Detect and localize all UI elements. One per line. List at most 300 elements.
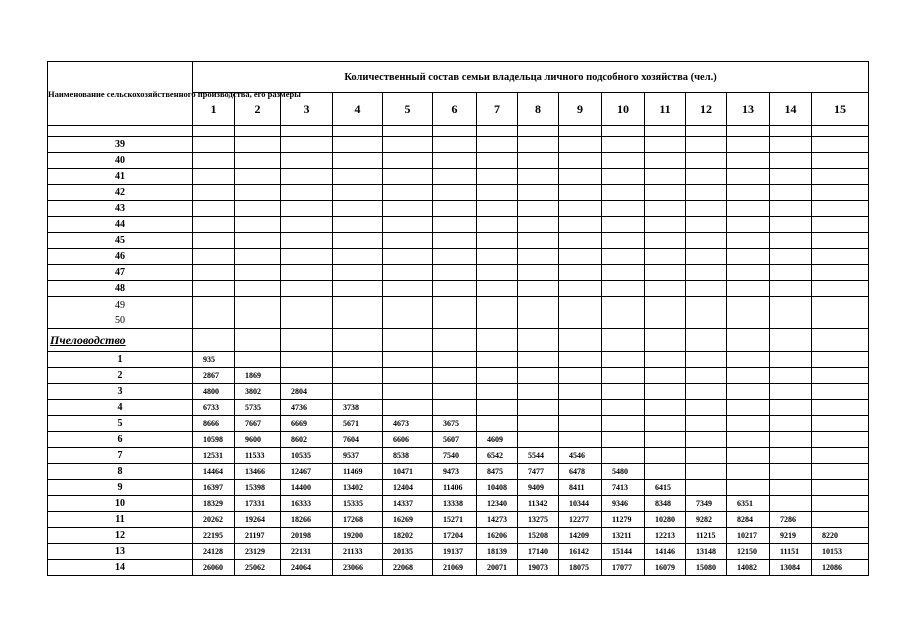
column-number: 4 (333, 93, 383, 126)
value-cell: 8411 (559, 480, 602, 496)
value-cell: 16206 (477, 528, 518, 544)
column-number: 14 (770, 93, 812, 126)
value-cell: 19073 (518, 560, 559, 576)
value-cell: 18202 (383, 528, 433, 544)
value-cell: 11533 (235, 448, 281, 464)
empty-cell (770, 297, 812, 329)
column-number: 2 (235, 93, 281, 126)
empty-cell (559, 217, 602, 233)
value-cell: 20198 (281, 528, 333, 544)
empty-cell (645, 233, 686, 249)
empty-cell (518, 185, 559, 201)
empty-cell (281, 137, 333, 153)
empty-cell (686, 352, 727, 368)
value-cell: 3738 (333, 400, 383, 416)
row-label: 39 (48, 137, 193, 153)
empty-cell (602, 368, 645, 384)
empty-cell (812, 185, 869, 201)
empty-cell (433, 329, 477, 352)
value-cell: 15398 (235, 480, 281, 496)
empty-cell (559, 329, 602, 352)
value-cell: 19137 (433, 544, 477, 560)
empty-cell (770, 169, 812, 185)
value-cell: 2867 (193, 368, 235, 384)
empty-cell (383, 281, 433, 297)
empty-cell (281, 233, 333, 249)
empty-cell (727, 185, 770, 201)
column-number: 8 (518, 93, 559, 126)
empty-cell (383, 201, 433, 217)
value-cell: 16333 (281, 496, 333, 512)
empty-cell (193, 201, 235, 217)
empty-cell (602, 400, 645, 416)
empty-cell (559, 384, 602, 400)
empty-cell (559, 137, 602, 153)
empty-cell (686, 217, 727, 233)
empty-cell (333, 137, 383, 153)
empty-cell (333, 249, 383, 265)
empty-cell (333, 153, 383, 169)
empty-cell (686, 169, 727, 185)
value-cell: 15335 (333, 496, 383, 512)
empty-cell (193, 297, 235, 329)
empty-cell (812, 432, 869, 448)
empty-cell (477, 185, 518, 201)
empty-cell (235, 169, 281, 185)
empty-cell (812, 400, 869, 416)
table-row (48, 544, 869, 560)
empty-cell (559, 432, 602, 448)
empty-cell (645, 464, 686, 480)
value-cell: 11469 (333, 464, 383, 480)
empty-cell (812, 329, 869, 352)
value-cell: 4736 (281, 400, 333, 416)
row-label: 41 (48, 169, 193, 185)
value-cell: 14209 (559, 528, 602, 544)
value-cell: 10153 (812, 544, 869, 560)
table-row (48, 416, 869, 432)
empty-cell (235, 352, 281, 368)
empty-cell (193, 137, 235, 153)
empty-cell (770, 416, 812, 432)
empty-cell (770, 432, 812, 448)
empty-cell (518, 249, 559, 265)
empty-cell (727, 297, 770, 329)
empty-cell (518, 352, 559, 368)
empty-cell (333, 329, 383, 352)
section-title: Пчеловодство (48, 329, 193, 352)
empty-cell (333, 126, 383, 137)
value-cell: 14273 (477, 512, 518, 528)
value-cell: 11342 (518, 496, 559, 512)
value-cell: 21133 (333, 544, 383, 560)
value-cell: 21069 (433, 560, 477, 576)
empty-cell (727, 400, 770, 416)
table-row (48, 265, 869, 281)
empty-cell (559, 368, 602, 384)
empty-cell (518, 281, 559, 297)
empty-cell (559, 185, 602, 201)
column-number: 7 (477, 93, 518, 126)
empty-cell (602, 153, 645, 169)
empty-cell (235, 265, 281, 281)
empty-cell (433, 249, 477, 265)
empty-cell (727, 201, 770, 217)
empty-cell (602, 126, 645, 137)
empty-cell (383, 233, 433, 249)
value-cell: 24064 (281, 560, 333, 576)
empty-cell (433, 185, 477, 201)
empty-cell (281, 185, 333, 201)
empty-cell (383, 169, 433, 185)
empty-cell (433, 265, 477, 281)
value-cell: 13211 (602, 528, 645, 544)
table-row (48, 448, 869, 464)
empty-cell (770, 201, 812, 217)
empty-cell (812, 137, 869, 153)
empty-cell (433, 153, 477, 169)
value-cell: 6351 (727, 496, 770, 512)
empty-cell (333, 384, 383, 400)
row-label: 46 (48, 249, 193, 265)
empty-cell (477, 329, 518, 352)
row-label (48, 297, 193, 329)
empty-cell (281, 249, 333, 265)
row-label: 40 (48, 153, 193, 169)
empty-cell (812, 496, 869, 512)
column-number: 10 (602, 93, 645, 126)
value-cell: 12150 (727, 544, 770, 560)
empty-cell (193, 217, 235, 233)
empty-cell (645, 249, 686, 265)
empty-cell (770, 329, 812, 352)
empty-cell (193, 233, 235, 249)
empty-cell (686, 126, 727, 137)
table-row (48, 432, 869, 448)
empty-cell (383, 368, 433, 384)
value-cell: 8475 (477, 464, 518, 480)
empty-cell (602, 432, 645, 448)
row-label: 48 (48, 281, 193, 297)
empty-cell (645, 400, 686, 416)
empty-cell (235, 137, 281, 153)
empty-cell (770, 249, 812, 265)
column-number: 12 (686, 93, 727, 126)
empty-cell (812, 201, 869, 217)
empty-cell (645, 169, 686, 185)
table-row (48, 352, 869, 368)
empty-cell (645, 368, 686, 384)
value-cell: 9409 (518, 480, 559, 496)
empty-cell (770, 352, 812, 368)
value-cell: 8538 (383, 448, 433, 464)
empty-cell (235, 297, 281, 329)
empty-cell (559, 416, 602, 432)
empty-cell (602, 297, 645, 329)
column-number: 1 (193, 93, 235, 126)
table-row (48, 528, 869, 544)
row-label: 1 (48, 352, 193, 368)
value-cell: 13402 (333, 480, 383, 496)
empty-cell (602, 217, 645, 233)
value-cell: 6542 (477, 448, 518, 464)
empty-cell (193, 153, 235, 169)
empty-cell (518, 217, 559, 233)
empty-cell (559, 153, 602, 169)
empty-cell (477, 384, 518, 400)
empty-cell (602, 352, 645, 368)
row-label: 47 (48, 265, 193, 281)
empty-cell (518, 416, 559, 432)
value-cell: 22131 (281, 544, 333, 560)
empty-cell (235, 153, 281, 169)
empty-cell (727, 480, 770, 496)
empty-cell (770, 217, 812, 233)
value-cell: 17268 (333, 512, 383, 528)
empty-cell (477, 281, 518, 297)
empty-cell (518, 329, 559, 352)
empty-cell (383, 297, 433, 329)
empty-cell (281, 217, 333, 233)
empty-cell (812, 352, 869, 368)
value-cell: 18266 (281, 512, 333, 528)
empty-cell (477, 265, 518, 281)
empty-cell (333, 201, 383, 217)
empty-cell (383, 384, 433, 400)
empty-cell (645, 137, 686, 153)
empty-cell (645, 329, 686, 352)
empty-cell (727, 352, 770, 368)
empty-cell (518, 384, 559, 400)
value-cell: 14337 (383, 496, 433, 512)
empty-cell (686, 265, 727, 281)
column-number: 9 (559, 93, 602, 126)
value-cell: 10598 (193, 432, 235, 448)
value-cell: 25062 (235, 560, 281, 576)
value-cell: 7604 (333, 432, 383, 448)
empty-cell (559, 249, 602, 265)
row-label: 13 (48, 544, 193, 560)
table-row (48, 560, 869, 576)
row-label: 11 (48, 512, 193, 528)
value-cell: 9346 (602, 496, 645, 512)
empty-cell (602, 137, 645, 153)
empty-cell (281, 265, 333, 281)
value-cell: 12277 (559, 512, 602, 528)
value-cell: 20071 (477, 560, 518, 576)
empty-cell (727, 329, 770, 352)
empty-cell (686, 432, 727, 448)
value-cell: 10280 (645, 512, 686, 528)
empty-cell (645, 384, 686, 400)
table-row (48, 297, 869, 329)
empty-cell (686, 368, 727, 384)
empty-cell (518, 153, 559, 169)
empty-cell (559, 352, 602, 368)
empty-cell (477, 233, 518, 249)
value-cell: 2804 (281, 384, 333, 400)
table-row (48, 368, 869, 384)
value-cell: 12404 (383, 480, 433, 496)
value-cell: 8666 (193, 416, 235, 432)
empty-cell (602, 185, 645, 201)
empty-cell (477, 153, 518, 169)
empty-cell (770, 448, 812, 464)
row-label: 9 (48, 480, 193, 496)
empty-cell (383, 352, 433, 368)
table-row (48, 169, 869, 185)
empty-cell (602, 249, 645, 265)
empty-cell (645, 432, 686, 448)
column-number: 6 (433, 93, 477, 126)
row-label-line: 49 (115, 299, 125, 311)
value-cell: 17077 (602, 560, 645, 576)
value-cell: 19264 (235, 512, 281, 528)
empty-cell (727, 126, 770, 137)
value-cell: 9473 (433, 464, 477, 480)
value-cell: 6415 (645, 480, 686, 496)
value-cell: 15271 (433, 512, 477, 528)
table-row (48, 480, 869, 496)
empty-cell (686, 384, 727, 400)
empty-cell (281, 153, 333, 169)
value-cell: 26060 (193, 560, 235, 576)
empty-cell (812, 233, 869, 249)
empty-cell (727, 464, 770, 480)
value-cell: 23129 (235, 544, 281, 560)
empty-cell (812, 153, 869, 169)
empty-cell (727, 153, 770, 169)
empty-cell (686, 416, 727, 432)
empty-cell (477, 297, 518, 329)
value-cell: 11151 (770, 544, 812, 560)
empty-cell (433, 201, 477, 217)
empty-cell (770, 137, 812, 153)
value-cell: 17140 (518, 544, 559, 560)
empty-cell (770, 185, 812, 201)
empty-cell (518, 297, 559, 329)
value-cell: 22195 (193, 528, 235, 544)
value-cell: 4673 (383, 416, 433, 432)
value-cell: 9282 (686, 512, 727, 528)
empty-cell (727, 384, 770, 400)
empty-cell (686, 297, 727, 329)
value-cell: 14082 (727, 560, 770, 576)
value-cell: 935 (193, 352, 235, 368)
value-cell: 7286 (770, 512, 812, 528)
empty-cell (602, 265, 645, 281)
empty-cell (602, 281, 645, 297)
row-label: 45 (48, 233, 193, 249)
empty-cell (602, 448, 645, 464)
empty-cell (686, 185, 727, 201)
empty-cell (477, 169, 518, 185)
row-label: 2 (48, 368, 193, 384)
value-cell: 11406 (433, 480, 477, 496)
value-cell: 6669 (281, 416, 333, 432)
empty-cell (193, 281, 235, 297)
empty-cell (383, 185, 433, 201)
empty-cell (645, 185, 686, 201)
empty-cell (235, 329, 281, 352)
table-row (48, 185, 869, 201)
empty-cell (645, 281, 686, 297)
value-cell: 23066 (333, 560, 383, 576)
empty-cell (645, 352, 686, 368)
empty-cell (686, 137, 727, 153)
empty-cell (602, 416, 645, 432)
empty-cell (727, 368, 770, 384)
table-row (48, 400, 869, 416)
value-cell: 16269 (383, 512, 433, 528)
empty-cell (193, 126, 235, 137)
empty-cell (770, 153, 812, 169)
empty-cell (686, 201, 727, 217)
empty-cell (383, 329, 433, 352)
empty-cell (645, 297, 686, 329)
value-cell: 4546 (559, 448, 602, 464)
empty-cell (645, 448, 686, 464)
value-cell: 7540 (433, 448, 477, 464)
value-cell: 15144 (602, 544, 645, 560)
empty-cell (383, 217, 433, 233)
empty-cell (812, 169, 869, 185)
value-cell: 14400 (281, 480, 333, 496)
value-cell: 7349 (686, 496, 727, 512)
empty-cell (477, 416, 518, 432)
value-cell: 11215 (686, 528, 727, 544)
empty-cell (477, 368, 518, 384)
empty-cell (235, 233, 281, 249)
empty-cell (770, 126, 812, 137)
value-cell: 13084 (770, 560, 812, 576)
value-cell: 5735 (235, 400, 281, 416)
empty-cell (477, 249, 518, 265)
empty-cell (727, 416, 770, 432)
empty-cell (727, 281, 770, 297)
empty-cell (333, 233, 383, 249)
table-row (48, 384, 869, 400)
value-cell: 20135 (383, 544, 433, 560)
empty-cell (686, 480, 727, 496)
empty-cell (770, 265, 812, 281)
value-cell: 6606 (383, 432, 433, 448)
empty-cell (727, 233, 770, 249)
empty-cell (727, 217, 770, 233)
empty-cell (770, 480, 812, 496)
empty-cell (477, 126, 518, 137)
value-cell: 8602 (281, 432, 333, 448)
empty-cell (727, 169, 770, 185)
value-cell: 13148 (686, 544, 727, 560)
value-cell: 13466 (235, 464, 281, 480)
empty-cell (383, 126, 433, 137)
value-cell: 6733 (193, 400, 235, 416)
empty-cell (602, 233, 645, 249)
value-cell: 16397 (193, 480, 235, 496)
empty-cell (812, 464, 869, 480)
value-cell: 10408 (477, 480, 518, 496)
row-label: 3 (48, 384, 193, 400)
empty-cell (383, 137, 433, 153)
empty-cell (518, 265, 559, 281)
empty-cell (559, 126, 602, 137)
empty-cell (812, 249, 869, 265)
empty-cell (477, 137, 518, 153)
empty-cell (559, 201, 602, 217)
empty-cell (518, 169, 559, 185)
value-cell: 7667 (235, 416, 281, 432)
